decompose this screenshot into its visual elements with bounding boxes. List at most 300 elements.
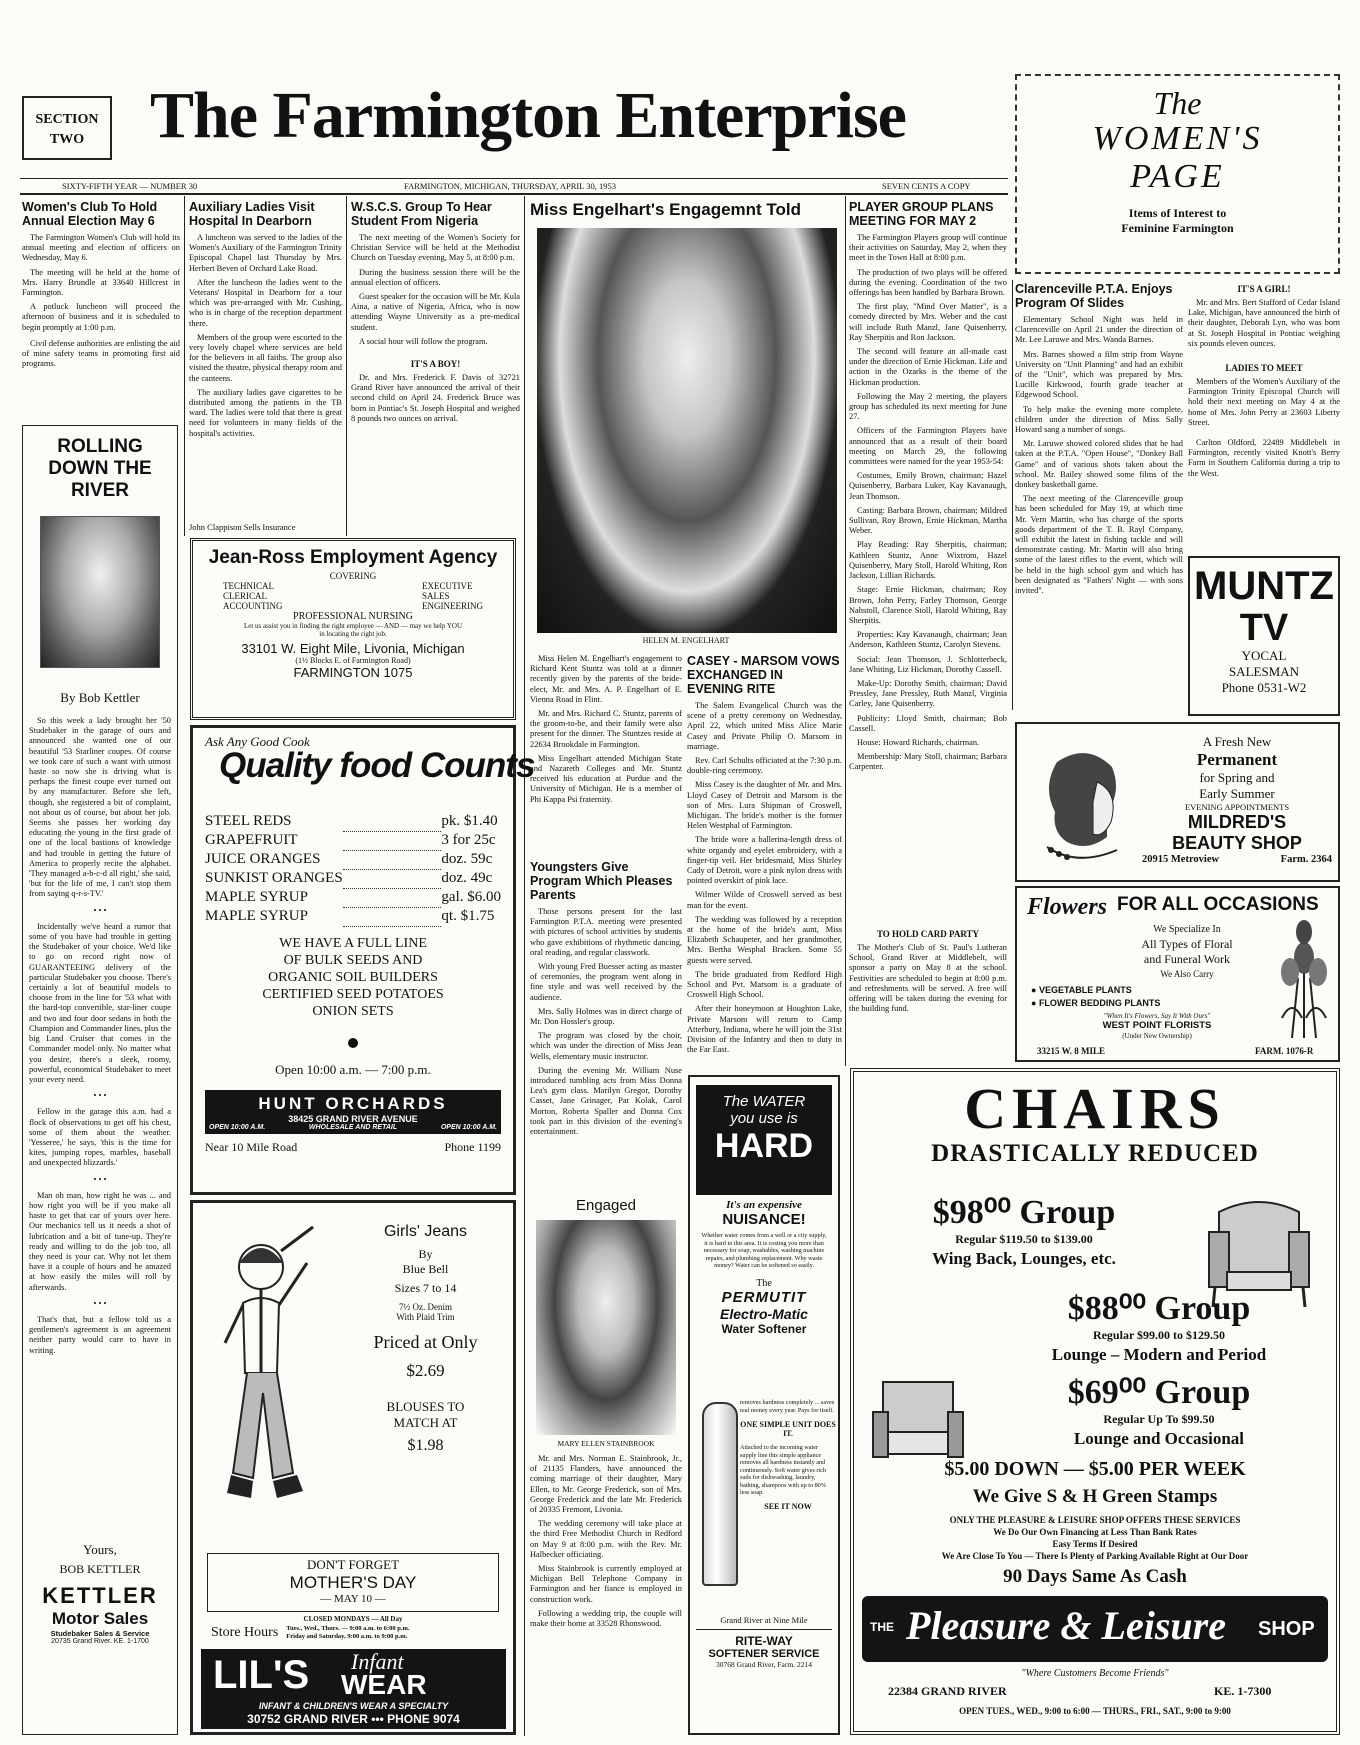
paragraph: Man oh man, how right he was ... and how right you will be if you make all haste to get that car of yours over here. Our mechanics tell us it needs a shot of lubrication and a bit of tune-up. They're ready and willing to do the job too, all they need is your car. Why not let them have it a couple of hours and be amazed at how easily the miles will roll by afterwards. — [29, 1190, 171, 1292]
ad-the: The — [756, 1277, 772, 1289]
shop-address: 20915 Metroview — [1142, 854, 1220, 865]
logo-specialty: INFANT & CHILDREN'S WEAR A SPECIALTY — [258, 1701, 449, 1711]
product-denim: 7½ Oz. Denim — [399, 1302, 452, 1312]
lounge-chair-illustration — [868, 1362, 968, 1472]
paragraph: The meeting will be held at the home of Mrs. Harry Brundle at 33640 Hillcrest in Farmington. — [22, 267, 180, 298]
separator: • • • — [93, 1174, 107, 1184]
paragraph: The next meeting of the Clarenceville group has been scheduled for May 19, at which time Mr. Vern Martin, who has charge of the sports goods department of the T. B. Rayl Company, will exhibit the latest in fishing tackle and will demonstrate casting. Mr. Martin will also bring some of the latest rifles to the event, which will be held in the high school gym and which has been designated as "Fathers' Night — with sons invited". — [1015, 494, 1183, 596]
same-as-cash: 90 Days Same As Cash — [1003, 1566, 1187, 1587]
dealer-sub: SOFTENER SERVICE — [708, 1648, 820, 1660]
paragraph: The Farmington Players group will continue their activities on Saturday, May 2, when they meet in the Town Hall at 8:00 p.m. — [849, 233, 1007, 263]
hunt-orchards-banner — [205, 1090, 501, 1134]
personal-notice — [1188, 438, 1340, 483]
ad-line: ONION SETS — [312, 1003, 394, 1019]
product-trim: With Plaid Trim — [396, 1312, 455, 1322]
casey-marsom-article — [687, 654, 842, 1069]
logo-script: Pleasure & Leisure — [906, 1603, 1226, 1648]
paragraph: Costumes, Emily Brown, chairman; Hazel Quisenberry, Barbara Luker, Kay Kavanaugh, Jean Thomson. — [849, 471, 1007, 501]
banner-hard: HARD — [714, 1127, 814, 1165]
paragraph: Properties: Kay Kavanaugh, chairman; Jean Anderson, Kathleen Stuntz, Carolyn Stevens. — [849, 630, 1007, 650]
ad-side-text: removes hardness completely ... saves real money every year. Pays for itself. — [740, 1399, 835, 1414]
one-unit: ONE SIMPLE UNIT DOES IT. — [740, 1420, 836, 1438]
paragraph: Guest speaker for the occasion will be Mr. Kula Aina, a native of Nigeria, Africa, who is now attending Wayne University as a pre-medical student. — [351, 292, 520, 332]
paragraph: Members of the Women's Auxiliary of the Farmington Trinity Episcopal Church will hold their next meeting on May 4 at the home of Mrs. John Perry at 23603 Liberty Street. — [1188, 377, 1340, 427]
ad-line: We Also Carry — [1160, 969, 1214, 979]
product-by: By — [418, 1247, 433, 1261]
paragraph: With young Fred Buesser acting as master of ceremonies, the program went along in fine style and was well received by the audience. — [530, 962, 682, 1002]
stainbrook-portrait — [536, 1220, 676, 1435]
dealer-line: Studebaker Sales & Service — [50, 1629, 150, 1638]
girl-illustration — [203, 1223, 333, 1523]
paragraph: Stage: Ernie Hickman, chairman; Roy Brown, John Perry, Farley Thomson, George Nahstoll, Clarence Stoll, Harold Whiting, Ray Sherpitis. — [849, 585, 1007, 625]
salesman-label: SALESMAN — [1228, 664, 1300, 679]
paragraph: The production of two plays will be offered during the evening. Coordination of the two offerings has been handled by Barbara Brown. — [849, 267, 1007, 298]
location-note: Near 10 Mile Road — [205, 1139, 298, 1154]
dealer-name: RITE-WAY — [735, 1634, 793, 1648]
price-row — [205, 907, 501, 926]
group-regular: Regular Up To $99.50 — [1103, 1412, 1215, 1426]
engelhart-headline: Miss Engelhart's Engagemnt Told — [530, 200, 802, 219]
hours-line: Tues., Wed., Thurs. — 9:00 a.m. to 6:00 p.m. — [286, 1625, 410, 1632]
flowers-script: Flowers — [1027, 894, 1108, 920]
photo-caption: MARY ELLEN STAINBROOK — [557, 1439, 655, 1448]
article-body — [530, 907, 682, 1207]
product-sizes: Sizes 7 to 14 — [394, 1281, 457, 1295]
engaged-title: Engaged — [575, 1197, 637, 1214]
chairs-subtitle: DRASTICALLY REDUCED — [931, 1140, 1259, 1167]
womens-club-article — [22, 200, 180, 420]
banner-wholesale: WHOLESALE AND RETAIL — [308, 1123, 398, 1131]
product-title: Girls' Jeans — [383, 1223, 468, 1240]
ad-address: 33101 W. Eight Mile, Livonia, Michigan — [241, 641, 465, 656]
ad-tagline: Let us assist you in finding the right employee — AND — may we help YOU in locating the right job. — [243, 622, 463, 638]
birth-notice — [351, 373, 520, 428]
florist-name: WEST POINT FLORISTS — [1102, 1020, 1212, 1031]
masthead-rule-bottom — [20, 193, 1008, 195]
paragraph: Miss Engelhart attended Michigan State and Nazareth Colleges and Mr. Stuntz received his education at Purdue and the University of Michigan. He is a member of Phi Kappa Psi fraternity. — [530, 753, 682, 804]
group-regular: Regular $99.00 to $129.50 — [1092, 1328, 1226, 1342]
paragraph: A luncheon was served to the ladies of the Women's Auxiliary of the Farmington Trinity Episcopal Chapel last Thursday by Mrs. Herbert Beven of Orchard Lake Road. — [189, 233, 342, 273]
product-brand: Blue Bell — [402, 1262, 449, 1276]
paragraph: During the business session there will be the annual election of officers. — [351, 267, 520, 287]
muntz-tv-ad — [1188, 556, 1340, 716]
article-body — [849, 233, 1007, 923]
service-line: Easy Terms If Desired — [1052, 1539, 1138, 1549]
column-rule — [524, 196, 525, 1736]
paragraph: Elementary School Night was held in Clarenceville on April 21 under the direction of Mr. Lee Laruwe and Mrs. Wanda Barnes. — [1015, 315, 1183, 345]
item-name: JUICE ORANGES — [205, 851, 321, 867]
see-it-now: SEE IT NOW — [764, 1501, 812, 1511]
engelhart-portrait — [537, 228, 837, 633]
ad-covering: COVERING — [329, 571, 377, 581]
paragraph: Carlton Oldford, 22489 Middlebelt in Farmington, recently visited Knott's Berry Farm in Southern California during a trip to the West. — [1188, 438, 1340, 478]
paragraph: During the evening Mr. William Nuse introduced tumbling acts from Miss Donna Lea's gym class. Marilyn Gregor, Dorothy Casset, Jane Grinager, Pat Kolak, Carol Morton, Roberta Spaller and Donna Cox took part in this division of the evening's entertainment. — [530, 1065, 682, 1137]
ad-phone: FARMINGTON 1075 — [293, 665, 413, 680]
ad-location: Grand River at Nine Mile — [720, 1615, 808, 1625]
page-label: PAGE — [1130, 158, 1225, 195]
banner-hours: OPEN 10:00 A.M. — [209, 1123, 266, 1131]
hard-water-banner — [696, 1085, 832, 1195]
meeting-notice — [1188, 377, 1340, 432]
water-softener-label: Water Softener — [721, 1321, 807, 1336]
banner-hours: OPEN 10:00 A.M. — [440, 1123, 497, 1131]
paragraph: Mr. and Mrs. Richard C. Stuntz, parents of the groom-to-be, and their family were also present for the dinner. The Stuntzes reside at 22634 Brookdale in Farmington. — [530, 709, 682, 749]
phone-number: Phone 1199 — [444, 1139, 501, 1154]
column-rule — [184, 196, 185, 536]
price-row — [205, 831, 501, 850]
item-name: STEEL REDS — [205, 813, 292, 829]
group-price: $98⁰⁰ Group — [932, 1194, 1116, 1231]
paragraph: Miss Helen M. Engelhart's engagement to Richard Kent Stuntz was told at a dinner recently given by the parents of the bride-elect, Mr. and Mrs. A. P. Engelhart of E. Vienna Road in Flint. — [530, 654, 682, 704]
author-portrait — [40, 516, 160, 668]
youngsters-article — [530, 860, 682, 1195]
shop-phone: Farm. 2364 — [1280, 854, 1332, 865]
quality-title: Quality food Counts — [219, 746, 535, 785]
green-stamps: We Give S & H Green Stamps — [972, 1486, 1218, 1507]
group-regular: Regular $119.50 to $139.00 — [955, 1232, 1093, 1246]
salesman-label: YOCAL — [1241, 648, 1287, 663]
may-date: — MAY 10 — — [320, 1593, 386, 1605]
paragraph: Officers of the Farmington Players have announced that as a result of their board meeting on March 29, the following committees were named for the year 1953-54: — [849, 426, 1007, 467]
paragraph: A social hour will follow the program. — [359, 336, 488, 346]
article-headline: W.S.C.S. Group To Hear Student From Nigeria — [351, 200, 492, 228]
section-box — [22, 96, 112, 160]
logo-infant: Infant — [351, 1649, 404, 1674]
birth-notice — [1188, 298, 1340, 353]
paragraph: The wedding ceremony will take place at the third Free Methodist Church in Redford on May 9 at 8:00 p.m. with the Rev. Mr. Halbecker officiating. — [530, 1519, 682, 1559]
subheadline: IT'S A GIRL! — [1237, 284, 1291, 294]
item-price: 3 for 25c — [441, 832, 496, 848]
article-headline: Clarenceville P.T.A. Enjoys Program Of Slides — [1015, 282, 1173, 310]
paragraph: Miss Casey is the daughter of Mr. and Mrs. Lloyd Casey of Detroit and Marsom is the son of Mrs. Lura Shipman of Croswell, Michigan. The bride's mother is the former Helen Westphal of Farmington. — [687, 780, 842, 831]
logo-address: 30752 GRAND RIVER ••• PHONE 9074 — [247, 1712, 460, 1726]
bullet-item: ● VEGETABLE PLANTS — [1031, 985, 1132, 995]
shop-name: BEAUTY SHOP — [1172, 833, 1302, 853]
ad-permanent: Permanent — [1196, 750, 1278, 769]
store-phone: KE. 1-7300 — [1214, 1684, 1272, 1698]
store-motto: "Where Customers Become Friends" — [1021, 1668, 1169, 1679]
service-line: We Do Our Own Financing at Less Than Bank Rates — [993, 1527, 1197, 1537]
paragraph: Dr. and Mrs. Frederick F. Davis of 32721 Grand River have announced the arrival of their second child on April 24. Frederick Bruce was born in Pontiac's St. Joseph Hospital and weighed 8 pounds two ounces on arrival. — [351, 373, 520, 423]
paragraph: So this week a lady brought her '50 Studebaker in the garage of ours and announced she wanted one of our beautiful '53 Starliner coupes. Of course we took care of such a want with utmost haste so now she is driving what is perhaps the finest coupe ever turned out by any manufacturer. Before she left, though, she registered a bit of complaint, not about us of course, but about her job. Seems she passes her working day educating the young in the first grade of one of the local bastions of knowledge and had trouble in getting the future of America to properly recite the alphabet. 'They managed a-b-c-d all right,' she said, 'but for the life of me, I can't stop them from saying q-r-s-TV.' — [29, 716, 171, 899]
ad-side-text: Attached to the incoming water supply line this simple appliance removes all hardness instantly and continuously. Soft water gives rich suds for dishwashing, laundry, bathing, shampoos with up to 80% less soap. — [740, 1444, 827, 1496]
open-hours: Open 10:00 a.m. — 7:00 p.m. — [275, 1061, 431, 1077]
jean-ross-ad — [190, 538, 516, 720]
lils-logo-banner — [201, 1649, 506, 1729]
paragraph: Wilmer Wilde of Croswell served as best man for the event. — [687, 890, 842, 910]
paragraph: The second will feature an all-made cast under the direction of Ernie Hickman. Life and action in the Ozarks is the theme of the Hickman production. — [849, 347, 1007, 387]
article-body — [687, 701, 842, 1056]
paragraph: House: Howard Richards, chairman. — [857, 737, 980, 747]
ad-line: for Spring and — [1199, 770, 1275, 785]
article-body — [189, 233, 342, 518]
dealer-sub: Motor Sales — [51, 1609, 149, 1628]
flowers-title: FOR ALL OCCASIONS — [1117, 894, 1319, 915]
item-price: qt. $1.75 — [441, 908, 495, 924]
newspaper-title: The Farmington Enterprise — [150, 79, 906, 152]
article-body — [1015, 315, 1183, 715]
rolling-down-the-river-column — [22, 425, 178, 1735]
paragraph: Play Reading: Ray Sherpitis, chairman; Kathleen Stuntz, Anne Wixtrom, Hazel Quisenberry, Mary Stoll, Harold Whiting, Ron Jackson, Lillian Richards. — [849, 540, 1007, 581]
mildreds-beauty-ad — [1015, 722, 1340, 882]
paragraph: Fellow in the garage this a.m. had a flock of observations to get off his chest, some of them about the weather. 'Yesseree,' he says, 'this is the time for kites, jumping ropes, marbles, baseball and unexpected blizzards.' — [29, 1107, 171, 1168]
womens-sub1: Items of Interest to — [1128, 206, 1227, 220]
paragraph: Mr. and Mrs. Bert Stafford of Cedar Island Lake, Michigan, have announced the birth of their daughter, Deborah Lyn, who was born at St. Joseph Hospital in Pontiac weighing six pounds eleven ounces. — [1188, 298, 1340, 348]
auxiliary-article — [189, 200, 342, 535]
group-desc: Lounge and Occasional — [1073, 1429, 1245, 1448]
ad-category: CLERICAL — [223, 591, 267, 601]
paragraph: Members of the group were escorted to the very lovely chapel where services are held for the believers in all faiths. The group also visited the theatre, physical therapy room and the canteens. — [189, 332, 342, 383]
group-price: $69⁰⁰ Group — [1067, 1374, 1251, 1411]
item-name: SUNKIST ORANGES — [205, 870, 343, 886]
column-rule — [346, 196, 347, 536]
group-desc: Lounge – Modern and Period — [1051, 1345, 1267, 1364]
tv-logo: TV — [1239, 607, 1289, 649]
article-headline: Women's Club To Hold Annual Election May 6 — [22, 200, 158, 228]
paragraph: Following a wedding trip, the couple will make their home at 33528 Rhonswood. — [530, 1608, 682, 1629]
lils-infant-wear-ad — [190, 1200, 516, 1735]
ad-nursing: PROFESSIONAL NURSING — [293, 611, 413, 622]
paragraph: Mr. Laruwe showed colored slides that he had taken at the P.T.A. "Open House", "Donkey Ball Game" and of various shots taken about the school. Mr. Bailey showed some films of the donkey basketball game. — [1015, 439, 1183, 490]
wscs-article — [351, 200, 520, 535]
blouses-label: BLOUSES TO MATCH AT — [386, 1399, 465, 1430]
ask-good-cook-script: Ask Any Good Cook — [205, 734, 310, 749]
tulip-illustration — [1272, 918, 1336, 1038]
card-party-notice — [849, 943, 1007, 1018]
column-title: DOWN THE — [48, 458, 152, 479]
paragraph: Civil defense authorities are enlisting the aid of mine safety teams in promoting first aid programs. — [22, 338, 180, 369]
paragraph: Make-Up: Dorothy Smith, chairman; David Pressley, Jane Pressley, Ruth Manzl, Virginia Carley, Jane Quisenberry. — [849, 678, 1007, 709]
bullet-item: ● FLOWER BEDDING PLANTS — [1031, 998, 1161, 1008]
ad-body: Whether water comes from a well or a city supply, it is hard in this area. It is costing you more than necessary for soap, washables, washing machine repairs, and plumbing replacement. Why waste money? Water can be softened so easily. — [701, 1232, 827, 1269]
price-row — [205, 850, 501, 869]
banner-name: HUNT ORCHARDS — [258, 1093, 448, 1113]
article-body — [351, 233, 520, 351]
paragraph: The program was closed by the choir, which was under the direction of Miss Jean Wells, elementary music instructor. — [530, 1031, 682, 1061]
dealer-address: 30768 Grand River, Farm. 2214 — [716, 1660, 812, 1669]
price-row — [205, 888, 501, 907]
paragraph: The bride wore a ballerina-length dress of white organdy and eyelet embroidery, with a finger-tip veil. Her bridesmaid, Miss Shirley Cady of Detroit, wore a pink nylon dress with pointed overskirt of pink lace. — [687, 835, 842, 886]
paragraph: A potluck luncheon will proceed the afternoon of business and it is scheduled to begin promptly at 1:00 p.m. — [22, 302, 180, 332]
ad-category: ENGINEERING — [422, 601, 483, 611]
ad-line: EVENING APPOINTMENTS — [1184, 802, 1290, 812]
shop-name: MILDRED'S — [1187, 812, 1287, 832]
price-row — [205, 812, 501, 831]
paragraph: Mr. and Mrs. Norman E. Stainbrook, Jr., of 21135 Flanders, have announced the coming marriage of their daughter, Mary Ellen, to Mr. George Frederick, son of Mrs. George Frederick and the late Mr. Frederick of 20335 Fremont, Livonia. — [530, 1454, 682, 1515]
ad-line: CERTIFIED SEED POTATOES — [262, 986, 444, 1002]
signature: BOB KETTLER — [59, 1562, 141, 1576]
store-hours — [211, 1625, 501, 1641]
ad-address-note: (1½ Blocks E. of Farmington Road) — [295, 656, 411, 665]
woman-profile-illustration — [1027, 742, 1137, 867]
store-hours-label: Store Hours — [211, 1625, 279, 1640]
dealer-address: 20735 Grand River. KE. 1-1700 — [51, 1638, 149, 1645]
paragraph: The wedding was followed by a reception at the home of the bride's aunt, Miss Elizabeth Schaupeter, and her grandmother, Mrs. Bertha Wesphal Bracken. Some 55 guests were served. — [687, 914, 842, 965]
store-address: 22384 GRAND RIVER — [888, 1684, 1007, 1698]
article-headline: Auxiliary Ladies Visit Hospital In Dearborn — [189, 200, 315, 228]
player-group-article — [849, 200, 1007, 1065]
florist-phone: FARM. 1076-R — [1255, 1046, 1314, 1056]
group-desc: Wing Back, Lounges, etc. — [932, 1249, 1116, 1268]
mothers-day-box — [207, 1553, 499, 1612]
service-line: ONLY THE PLEASURE & LEISURE SHOP OFFERS THESE SERVICES — [949, 1515, 1241, 1525]
florist-motto: "When It's Flowers, Say It With Ours" — [1103, 1012, 1211, 1020]
ad-category: TECHNICAL — [223, 581, 274, 591]
ad-title: Jean-Ross Employment Agency — [208, 547, 498, 568]
column-body — [29, 716, 171, 1536]
ad-category: SALES — [422, 591, 450, 601]
ad-line: ORGANIC SOIL BUILDERS — [268, 969, 438, 985]
section-number: TWO — [49, 132, 85, 147]
paragraph: Rev. Carl Schults officiated at the 7:30 p.m. double-ring ceremony. — [687, 756, 842, 776]
paragraph: Casting: Barbara Brown, chairman; Mildred Sullivan, Roy Brown, Ernie Hickman, Martha Weber. — [849, 505, 1007, 536]
womens-sub2: Feminine Farmington — [1121, 221, 1234, 235]
logo-wear: WEAR — [341, 1669, 427, 1700]
separator: • • • — [93, 1298, 107, 1308]
florist-address: 33215 W. 8 MILE — [1037, 1046, 1106, 1056]
photo-caption: HELEN M. ENGELHART — [642, 636, 730, 645]
item-label: FLOWER BEDDING PLANTS — [1038, 998, 1161, 1008]
bullet-icon — [348, 1038, 358, 1048]
paragraph: Mrs. Barnes showed a film strip from Wayne University on "Unit Planning" and had an exhibit of the "Unit", which was prepared by Mrs. Lucille Kirkwood, fourth grade teacher at Edgewood School. — [1015, 349, 1183, 400]
dateline: FARMINGTON, MICHIGAN, THURSDAY, APRIL 30, 1953 — [404, 181, 616, 191]
paragraph: To help make the evening more complete, children under the direction of Miss Sally Howard sang a number of songs. — [1015, 404, 1183, 435]
signoff: Yours, — [83, 1542, 117, 1557]
paragraph: Those persons present for the last Farmington P.T.A. meeting were presented with pictures of school activities by students who gave exhibitions of rhythmetic dancing, oral reading, and regular classwork. — [530, 907, 682, 957]
payment-terms: $5.00 DOWN — $5.00 PER WEEK — [944, 1458, 1246, 1480]
paragraph: After the luncheon the ladies went to the Veterans' Hospital in Dearborn for a tour which was pre-arranged with Mr. Cushing, who is in charge of the reception department there. — [189, 277, 342, 328]
ad-line: OF BULK SEEDS AND — [283, 952, 423, 968]
article-headline: CASEY - MARSOM VOWS EXCHANGED IN EVENING RITE — [687, 654, 840, 696]
item-price: gal. $6.00 — [441, 889, 501, 905]
paragraph: The first play, "Mind Over Matter", is a comedy directed by Mrs. Weber and the cast will include Ruth Manzl, Jane Quisenberry, Ray Sherpitis and Ron Jackson. — [849, 302, 1007, 342]
paragraph: Mrs. Sally Holmes was in direct charge of Mr. Don Hossler's group. — [530, 1006, 682, 1027]
florist-ownership: (Under New Ownership) — [1122, 1032, 1192, 1040]
dealer-box — [696, 1629, 832, 1669]
column-rule — [845, 196, 846, 1066]
paragraph: Social: Jean Thomson, J. Schlotterbeck, Jane Whiting, Liz Hickman, Dorothy Cassell. — [849, 654, 1007, 674]
service-line: We Are Close To You — There Is Plenty of Parking Available Right at Our Door — [941, 1551, 1249, 1561]
byline: By Bob Kettler — [60, 690, 140, 705]
price-label: Priced at Only — [373, 1332, 478, 1352]
store-hours: OPEN TUES., WED., 9:00 to 6:00 — THURS., FRI., SAT., 9:00 to 9:00 — [959, 1706, 1231, 1716]
dont-forget: DON'T FORGET — [306, 1557, 400, 1572]
logo-the: THE — [870, 1620, 894, 1634]
paragraph: The Salem Evangelical Church was the scene of a pretty ceremony on Wednesday, April 22, which united Miss Alice Marie Casey and Private Philip O. Marsom in marriage. — [687, 701, 842, 751]
ad-line: and Funeral Work — [1143, 952, 1231, 966]
mothers-day: MOTHER'S DAY — [289, 1573, 417, 1592]
year-number: SIXTY-FIFTH YEAR — NUMBER 30 — [62, 181, 198, 191]
paragraph: Following the May 2 meeting, the players group has scheduled its next meeting for June 27. — [849, 391, 1007, 422]
item-name: MAPLE SYRUP — [205, 908, 308, 924]
paragraph: The Farmington Women's Club will hold its annual meeting and election of officers on Wednesday, May 6. — [22, 233, 180, 263]
ad-line: A Fresh New — [1202, 734, 1272, 749]
ad-line: All Types of Floral — [1141, 937, 1233, 951]
hours-line: Friday and Saturday, 9:00 a.m. to 9:00 p.m. — [286, 1633, 408, 1640]
permutit-logo: PERMUTIT — [721, 1288, 807, 1306]
ad-line: Early Summer — [1199, 786, 1275, 801]
subheadline: LADIES TO MEET — [1225, 363, 1303, 374]
subheadline: IT'S A BOY! — [410, 359, 461, 370]
paragraph: The Mother's Club of St. Paul's Lutheran School, Grand River at Middlebelt, will sponsor a party on May 8 at the school. Festivities are scheduled to begin at 8:00 p.m. and refreshments will be served. A free will offering will be taken during the evening for the building fund. — [849, 943, 1007, 1014]
subheadline: TO HOLD CARD PARTY — [876, 929, 980, 939]
womens-title: WOMEN'S — [1092, 120, 1263, 157]
girl-and-meeting-notices — [1188, 282, 1340, 552]
closed-notice: CLOSED MONDAYS — All Day — [303, 1615, 403, 1623]
ad-category: EXECUTIVE — [422, 581, 473, 591]
logo-shop: SHOP — [1258, 1618, 1315, 1640]
item-name: MAPLE SYRUP — [205, 889, 308, 905]
separator: • • • — [93, 1091, 107, 1101]
item-price: doz. 59c — [441, 851, 493, 867]
separator: • • • — [93, 905, 107, 915]
logo-text: LIL'S — [213, 1653, 310, 1697]
paragraph: Publicity: Lloyd Smith, chairman; Bob Cassell. — [849, 713, 1007, 733]
article-footer: John Clappison Sells Insurance — [189, 522, 296, 532]
dealer-name: KETTLER — [42, 1583, 158, 1608]
item-price: pk. $1.40 — [441, 813, 498, 829]
ad-category: ACCOUNTING — [223, 601, 283, 611]
chairs-title: CHAIRS — [964, 1076, 1226, 1141]
paragraph: After their honeymoon at Houghton Lake, Private Marsom will return to Camp Atterbury, Indiana, where he will join the 31st Division of the Infantry and then to duty in the Far East. — [687, 1004, 842, 1055]
ad-line: WE HAVE A FULL LINE — [279, 935, 427, 951]
water-softener-ad — [688, 1075, 840, 1735]
price: SEVEN CENTS A COPY — [882, 181, 971, 191]
article-headline: PLAYER GROUP PLANS MEETING FOR MAY 2 — [849, 200, 994, 228]
section-label: SECTION — [35, 112, 99, 127]
article-headline: Youngsters Give Program Which Pleases Parents — [530, 860, 673, 902]
column-title: ROLLING — [57, 436, 143, 457]
electromatic-logo: Electro-Matic — [720, 1305, 808, 1322]
phone-number: Phone 0531-W2 — [1221, 680, 1307, 695]
paragraph: The next meeting of the Women's Society for Christian Service will be held at the Methodist Church on Tuesday evening, May 5, at 8:00 p.m. — [351, 233, 520, 263]
banner-line: The WATER — [722, 1093, 806, 1110]
paragraph: Membership: Mary Stoll, chairman; Barbara Carpenter. — [849, 752, 1007, 772]
price-value: $2.69 — [406, 1361, 445, 1380]
item-price: doz. 49c — [441, 870, 493, 886]
price-row — [205, 869, 501, 888]
hunt-orchards-ad — [190, 725, 535, 1195]
article-body — [530, 1454, 682, 1729]
quality-banner — [205, 734, 535, 798]
price-list — [205, 812, 501, 927]
softener-unit-illustration — [702, 1402, 738, 1586]
clarenceville-article — [1015, 282, 1183, 717]
banner-line: you use is — [730, 1110, 798, 1127]
item-label: VEGETABLE PLANTS — [1038, 985, 1132, 995]
pleasure-leisure-chairs-ad — [850, 1068, 1340, 1735]
item-name: GRAPEFRUIT — [205, 832, 298, 848]
muntz-logo: MUNTZ — [1194, 564, 1334, 608]
expensive: It's an expensive — [726, 1199, 802, 1211]
engelhart-article — [530, 654, 682, 854]
west-point-florists-ad — [1015, 886, 1340, 1062]
group-price: $88⁰⁰ Group — [1067, 1290, 1251, 1327]
column-title: RIVER — [70, 480, 130, 501]
blouse-price: $1.98 — [407, 1437, 444, 1454]
article-body — [22, 233, 180, 373]
paragraph: Incidentally we've heard a rumor that some of you have had trouble in getting the Studebaker of your choice. We'd like to go on record right now of GUARANTEEING delivery of the particular Studebaker you choose. There's certainly a lot of beautiful models to choose from in the line for '53 what with the hard-top convertible, star-liner coupe and two and four door sedans in both the Champion and Commander lines, plus the big Land Cruiser that comes in the Commander model only. No matter what you desire, there's a sleek, roomy, powerful, economical Studebaker to meet your every need. — [29, 921, 171, 1084]
pleasure-leisure-logo — [862, 1596, 1328, 1662]
masthead-rule-top — [20, 178, 1008, 179]
paragraph: Miss Stainbrook is currently employed at Michigan Bell Telephone Company in Farmington and her fiance is employed in construction work. — [530, 1564, 682, 1604]
column-rule — [1012, 280, 1013, 710]
engaged-article — [530, 1195, 682, 1735]
womens-the: The — [1153, 85, 1202, 121]
paragraph: The auxiliary ladies gave cigarettes to be distributed among the patients in the TB ward. The ladies were told that there is great need for volunteers in many fields of the hospital's activities. — [189, 387, 342, 438]
paragraph: That's that, but a fellow told us a gentlemen's agreement is an agreement neither party would care to have in writing. — [29, 1314, 171, 1355]
nuisance: NUISANCE! — [722, 1211, 806, 1228]
